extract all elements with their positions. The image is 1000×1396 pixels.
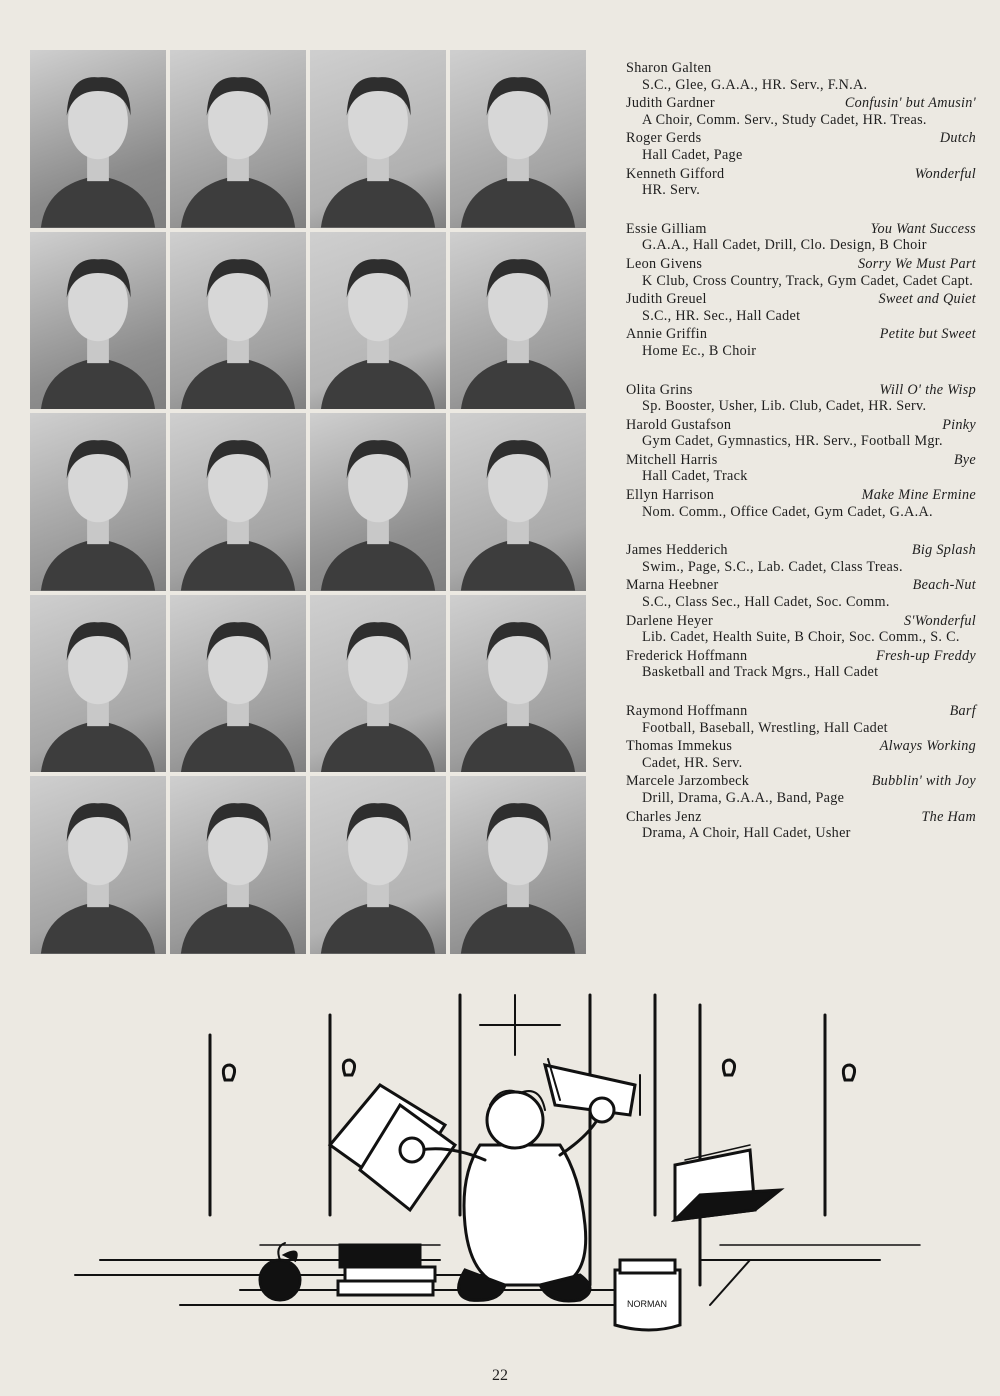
student-quote: Beach-Nut xyxy=(912,577,976,594)
student-name: Judith Gardner xyxy=(626,95,715,112)
portrait-silhouette-icon xyxy=(170,232,306,410)
student-quote: Petite but Sweet xyxy=(879,326,976,343)
student-name: Raymond Hoffmann xyxy=(626,703,748,719)
locker-handle xyxy=(343,1060,354,1075)
student-entry xyxy=(626,452,976,485)
student-name: Sharon Galten xyxy=(626,60,712,76)
entry-group xyxy=(626,382,976,521)
student-name: Annie Griffin xyxy=(626,326,708,343)
student-quote: The Ham xyxy=(921,808,976,825)
student-quote: Barf xyxy=(949,703,976,719)
student-quote: Sorry We Must Part xyxy=(858,255,976,272)
student-entry xyxy=(626,542,976,575)
student-name: Ellyn Harrison xyxy=(626,487,715,504)
student-quote: Bye xyxy=(953,451,976,468)
pen-icon xyxy=(710,1260,750,1305)
student-entry xyxy=(626,95,976,128)
student-quote: S'Wonderful xyxy=(903,612,976,629)
locker-handle xyxy=(223,1065,234,1080)
jar-label: NORMAN xyxy=(627,1299,667,1309)
portrait-silhouette-icon xyxy=(170,413,306,591)
student-name: Leon Givens xyxy=(626,255,703,272)
student-quote: Fresh-up Freddy xyxy=(876,647,976,664)
portrait-grid xyxy=(30,50,586,954)
student-portrait xyxy=(310,232,446,410)
portrait-silhouette-icon xyxy=(170,595,306,773)
student-entry xyxy=(626,577,976,610)
entry-group xyxy=(626,221,976,360)
portrait-silhouette-icon xyxy=(310,595,446,773)
student-portrait xyxy=(170,232,306,410)
student-activities: Gym Cadet, Gymnastics, HR. Serv., Football Mgr. xyxy=(642,433,943,450)
student-activities: Nom. Comm., Office Cadet, Gym Cadet, G.A.A. xyxy=(642,503,933,520)
student-quote: You Want Success xyxy=(870,220,976,237)
student-entry xyxy=(626,613,976,646)
portrait-silhouette-icon xyxy=(30,413,166,591)
student-activities: K Club, Cross Country, Track, Gym Cadet, Cadet Capt. xyxy=(642,272,974,289)
portrait-silhouette-icon xyxy=(450,776,586,954)
portrait-silhouette-icon xyxy=(450,595,586,773)
student-name: Essie Gilliam xyxy=(626,220,707,237)
student-name: Roger Gerds xyxy=(626,130,702,147)
student-entry xyxy=(626,166,976,199)
student-name: Marna Heebner xyxy=(626,577,719,594)
student-activities: A Choir, Comm. Serv., Study Cadet, HR. Treas. xyxy=(642,111,927,128)
student-portrait xyxy=(30,776,166,954)
student-entry xyxy=(626,738,976,771)
student-quote: Confusin' but Amusin' xyxy=(844,95,976,112)
student-portrait xyxy=(170,413,306,591)
portrait-silhouette-icon xyxy=(30,595,166,773)
student-name: Olita Grins xyxy=(626,381,693,398)
student-name: Harold Gustafson xyxy=(626,416,732,433)
student-activities: Football, Baseball, Wrestling, Hall Cadet xyxy=(642,719,888,736)
student-activities: Basketball and Track Mgrs., Hall Cadet xyxy=(642,664,879,681)
student-entry xyxy=(626,382,976,415)
student-portrait xyxy=(310,776,446,954)
student-portrait xyxy=(450,776,586,954)
portrait-silhouette-icon xyxy=(30,50,166,228)
student-activities: Swim., Page, S.C., Lab. Cadet, Class Treas. xyxy=(642,558,903,575)
student-entry xyxy=(626,773,976,806)
portrait-silhouette-icon xyxy=(30,776,166,954)
portrait-silhouette-icon xyxy=(450,50,586,228)
entry-group xyxy=(626,542,976,681)
student-entry xyxy=(626,809,976,842)
student-activities: Hall Cadet, Track xyxy=(642,468,748,485)
student-portrait xyxy=(310,50,446,228)
kid-body xyxy=(464,1145,586,1285)
student-activities: G.A.A., Hall Cadet, Drill, Clo. Design, B Choir xyxy=(642,237,927,254)
locker-handle xyxy=(843,1065,854,1080)
apple-icon xyxy=(260,1260,300,1300)
portrait-silhouette-icon xyxy=(450,232,586,410)
student-entry xyxy=(626,487,976,520)
student-entry xyxy=(626,60,976,93)
entry-group xyxy=(626,703,976,842)
student-entries xyxy=(626,60,976,864)
student-entry xyxy=(626,256,976,289)
portrait-silhouette-icon xyxy=(310,50,446,228)
student-name: Marcele Jarzombeck xyxy=(626,773,750,790)
portrait-silhouette-icon xyxy=(170,50,306,228)
student-quote: Always Working xyxy=(879,738,976,755)
student-activities: S.C., Glee, G.A.A., HR. Serv., F.N.A. xyxy=(642,76,868,93)
student-name: James Hedderich xyxy=(626,542,728,559)
student-activities: HR. Serv. xyxy=(642,182,701,199)
student-portrait xyxy=(30,232,166,410)
entry-group xyxy=(626,60,976,199)
student-portrait xyxy=(170,595,306,773)
student-name: Darlene Heyer xyxy=(626,612,714,629)
student-portrait xyxy=(310,413,446,591)
student-portrait xyxy=(450,232,586,410)
student-activities: S.C., Class Sec., Hall Cadet, Soc. Comm. xyxy=(642,594,890,611)
student-activities: S.C., HR. Sec., Hall Cadet xyxy=(642,307,801,324)
student-portrait xyxy=(170,776,306,954)
student-portrait xyxy=(450,595,586,773)
locker-cartoon xyxy=(60,985,980,1345)
locker-handle xyxy=(723,1060,734,1075)
student-name: Mitchell Harris xyxy=(626,451,718,468)
student-portrait xyxy=(30,413,166,591)
student-activities: Home Ec., B Choir xyxy=(642,342,757,359)
portrait-silhouette-icon xyxy=(310,776,446,954)
student-quote: Sweet and Quiet xyxy=(878,291,976,308)
student-activities: Hall Cadet, Page xyxy=(642,146,743,163)
student-quote: Dutch xyxy=(939,130,976,147)
page-number: 22 xyxy=(492,1367,508,1384)
books-icon xyxy=(340,1245,420,1267)
student-entry xyxy=(626,291,976,324)
student-name: Frederick Hoffmann xyxy=(626,647,748,664)
student-quote: Will O' the Wisp xyxy=(879,381,976,398)
student-entry xyxy=(626,326,976,359)
student-activities: Drill, Drama, G.A.A., Band, Page xyxy=(642,789,845,806)
kid-head xyxy=(487,1092,543,1148)
student-entry xyxy=(626,648,976,681)
student-name: Kenneth Gifford xyxy=(626,165,725,182)
student-activities: Cadet, HR. Serv. xyxy=(642,754,743,771)
student-activities: Drama, A Choir, Hall Cadet, Usher xyxy=(642,825,851,842)
student-portrait xyxy=(450,50,586,228)
student-activities: Lib. Cadet, Health Suite, B Choir, Soc. Comm., S. C. xyxy=(642,629,960,646)
portrait-silhouette-icon xyxy=(30,232,166,410)
portrait-silhouette-icon xyxy=(170,776,306,954)
student-entry xyxy=(626,703,976,736)
student-activities: Sp. Booster, Usher, Lib. Club, Cadet, HR. Serv. xyxy=(642,398,927,415)
student-quote: Pinky xyxy=(942,416,976,433)
portrait-silhouette-icon xyxy=(450,413,586,591)
student-entry xyxy=(626,417,976,450)
student-quote: Bubblin' with Joy xyxy=(871,773,976,790)
student-quote: Big Splash xyxy=(911,542,976,559)
student-quote: Wonderful xyxy=(914,165,976,182)
student-entry xyxy=(626,130,976,163)
portrait-silhouette-icon xyxy=(310,232,446,410)
student-portrait xyxy=(170,50,306,228)
student-portrait xyxy=(310,595,446,773)
student-portrait xyxy=(30,50,166,228)
student-portrait xyxy=(30,595,166,773)
student-name: Judith Greuel xyxy=(626,291,707,308)
student-entry xyxy=(626,221,976,254)
student-name: Thomas Immekus xyxy=(626,738,733,755)
student-portrait xyxy=(450,413,586,591)
student-name: Charles Jenz xyxy=(626,808,702,825)
student-quote: Make Mine Ermine xyxy=(861,487,976,504)
portrait-silhouette-icon xyxy=(310,413,446,591)
